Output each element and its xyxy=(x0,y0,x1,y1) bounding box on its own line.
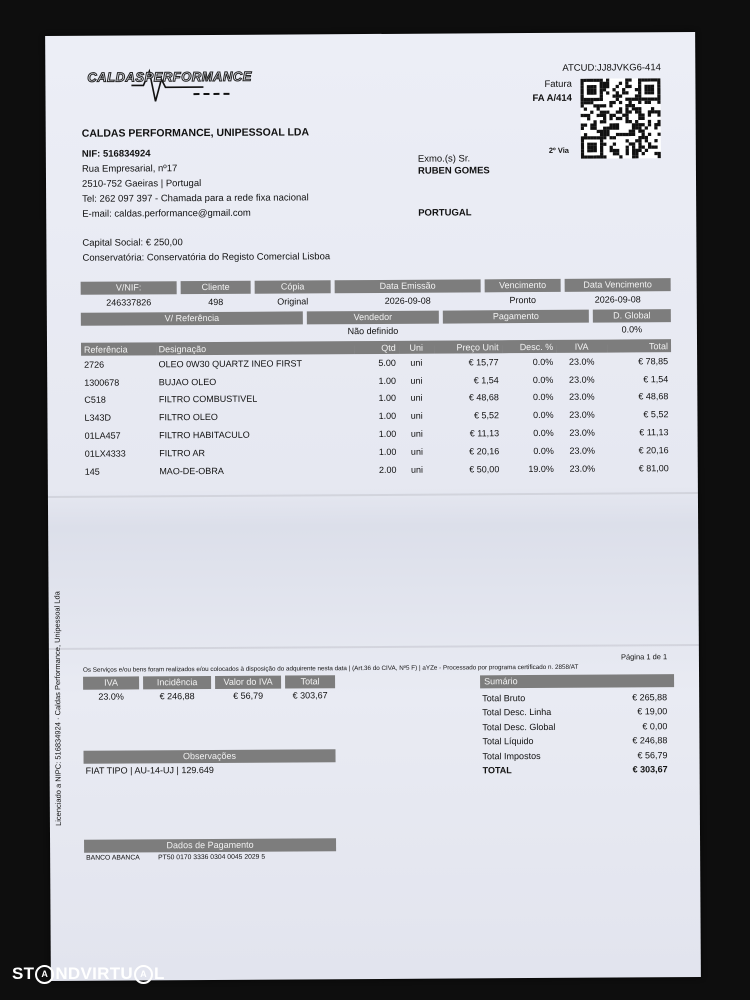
cell-preco-unit: € 11,13 xyxy=(469,428,500,439)
cell-referencia: 01LX4333 xyxy=(84,448,126,459)
cell-iva: 23.0% xyxy=(569,463,596,474)
cell-desc: 19.0% xyxy=(528,463,554,474)
cell-preco-unit: € 20,16 xyxy=(469,446,500,457)
cell-designacao: FILTRO COMBUSTIVEL xyxy=(158,394,258,405)
logo-text: CALDASPERFORMANCE xyxy=(87,68,252,85)
hdr-vat-incidencia: Incidência xyxy=(143,676,211,689)
items-table xyxy=(81,339,672,480)
summary-value: € 303,67 xyxy=(632,764,668,775)
hdr-copia: Cópia xyxy=(255,280,331,293)
company-email: E-mail: caldas.performance@gmail.com xyxy=(82,207,251,220)
val-vat-valor: € 56,79 xyxy=(233,690,264,701)
cell-total: € 78,85 xyxy=(638,356,669,367)
cell-uni: uni xyxy=(410,357,423,368)
summary-value: € 19,00 xyxy=(637,706,668,717)
hdr-data-emissao: Data Emissão xyxy=(335,279,481,293)
col-qtd: Qtd xyxy=(354,341,399,354)
hdr-vat-valor: Valor do IVA xyxy=(215,676,281,689)
cell-iva: 23.0% xyxy=(568,356,595,367)
summary-label: Total Bruto xyxy=(482,693,526,704)
summary-value: € 0,00 xyxy=(642,721,668,732)
cell-desc: 0.0% xyxy=(532,374,554,385)
company-nif: NIF: 516834924 xyxy=(81,148,151,160)
document-number: FA A/414 xyxy=(532,92,572,105)
hdr-vendedor: Vendedor xyxy=(307,311,439,325)
invoice-paper xyxy=(45,32,701,981)
cell-desc: 0.0% xyxy=(532,356,554,367)
cell-referencia: L343D xyxy=(84,412,112,424)
legal-notice: Os Serviços e/ou bens foram realizados e/ou colocados à disposição do adquirente nesta data | (Art.36 do CIVA, Nº5 F) | aYZe - Processado por programa certificado n. 2858/AT xyxy=(82,663,579,674)
cell-desc: 0.0% xyxy=(533,410,554,421)
company-address-line1: Rua Empresarial, nº17 xyxy=(81,163,178,175)
val-d-global: 0.0% xyxy=(621,324,643,335)
company-logo xyxy=(83,65,273,106)
customer-country: PORTUGAL xyxy=(418,207,472,219)
hdr-vat-total: Total xyxy=(285,675,335,688)
cell-preco-unit: € 50,00 xyxy=(469,463,500,475)
cell-preco-unit: € 15,77 xyxy=(468,357,499,368)
cell-qtd: 2.00 xyxy=(378,464,397,475)
cell-qtd: 1.00 xyxy=(378,428,397,440)
cell-iva: 23.0% xyxy=(569,445,596,456)
observacoes-text: FIAT TIPO | AU-14-UJ | 129.649 xyxy=(85,764,214,776)
document-type: Fatura xyxy=(544,78,572,90)
summary-label: Total Desc. Linha xyxy=(482,707,552,718)
cell-designacao: OLEO 0W30 QUARTZ INEO FIRST xyxy=(158,358,303,370)
val-vat-incidencia: € 246,88 xyxy=(159,691,195,702)
col-iva: IVA xyxy=(556,340,607,353)
cell-referencia: C518 xyxy=(84,395,106,406)
customer-name: RUBEN GOMES xyxy=(417,165,490,177)
company-phone: Tel: 262 097 397 - Chamada para a rede fixa nacional xyxy=(82,192,309,205)
cell-uni: uni xyxy=(410,446,423,457)
cell-qtd: 1.00 xyxy=(378,393,397,404)
col-uni: Uni xyxy=(399,341,434,354)
val-vendedor: Não definido xyxy=(347,325,399,337)
cell-designacao: BUJAO OLEO xyxy=(158,376,217,387)
cell-qtd: 5.00 xyxy=(378,357,396,368)
hdr-cliente: Cliente xyxy=(181,281,251,294)
company-name: CALDAS PERFORMANCE, UNIPESSOAL LDA xyxy=(81,126,310,140)
standvirtual-watermark: ST A NDVIRTU A L xyxy=(12,964,165,983)
cell-qtd: 1.00 xyxy=(378,375,396,386)
cell-desc: 0.0% xyxy=(533,427,554,439)
cell-iva: 23.0% xyxy=(569,427,595,438)
hdr-d-global: D. Global xyxy=(593,309,671,322)
bank-iban: PT50 0170 3336 0304 0045 2029 5 xyxy=(158,853,266,862)
observacoes-title: Observações xyxy=(83,749,335,764)
cell-total: € 48,68 xyxy=(638,391,669,402)
cell-uni: uni xyxy=(410,410,423,422)
col-designacao: Designação xyxy=(156,341,355,355)
summary-title: Sumário xyxy=(480,674,674,688)
val-vat-iva: 23.0% xyxy=(98,691,124,702)
cell-qtd: 1.00 xyxy=(378,446,397,457)
table-row xyxy=(82,459,672,480)
col-desc: Desc. % xyxy=(502,340,557,353)
summary-value: € 56,79 xyxy=(637,749,668,760)
company-capital: Capital Social: € 250,00 xyxy=(82,237,183,249)
summary-label: TOTAL xyxy=(482,765,512,776)
cell-iva: 23.0% xyxy=(569,392,595,403)
cell-designacao: FILTRO OLEO xyxy=(158,412,218,423)
col-referencia: Referência xyxy=(81,342,156,355)
atcud: ATCUD:JJ8JVKG6-414 xyxy=(562,62,661,74)
cell-preco-unit: € 5,52 xyxy=(473,410,500,421)
cell-iva: 23.0% xyxy=(569,409,595,421)
cell-uni: uni xyxy=(410,464,424,475)
cell-uni: uni xyxy=(410,428,423,439)
cell-total: € 11,13 xyxy=(639,427,669,438)
cell-total: € 1,54 xyxy=(643,373,669,385)
hdr-vnif: V/NIF: xyxy=(81,281,177,295)
cell-desc: 0.0% xyxy=(533,445,554,456)
company-registry: Conservatória: Conservatória do Registo Comercial Lisboa xyxy=(82,251,331,264)
summary-label: Total Desc. Global xyxy=(482,721,556,733)
cell-referencia: 2726 xyxy=(84,359,105,370)
hdr-data-vencimento: Data Vencimento xyxy=(565,278,671,292)
cell-desc: 0.0% xyxy=(532,392,554,403)
cell-preco-unit: € 1,54 xyxy=(473,374,499,386)
pagamento-title: Dados de Pagamento xyxy=(84,838,336,853)
vertical-license-text: Licenciado a NIPC: 516834924 · Caldas Performance, Unipessoal Lda xyxy=(52,591,63,826)
hdr-vencimento: Vencimento xyxy=(485,279,561,292)
cell-designacao: FILTRO HABITACULO xyxy=(159,429,250,441)
col-preco-unit: Preço Unit xyxy=(434,340,502,353)
hdr-pagamento: Pagamento xyxy=(443,310,589,324)
val-vat-total: € 303,67 xyxy=(292,690,328,701)
cell-qtd: 1.00 xyxy=(378,411,397,422)
bank-name: BANCO ABANCA xyxy=(86,854,140,862)
cell-referencia: 01LA457 xyxy=(84,430,121,441)
hdr-vat-iva: IVA xyxy=(83,676,139,689)
cell-uni: uni xyxy=(410,393,423,404)
val-copia: Original xyxy=(277,296,309,307)
company-address-line2: 2510-752 Gaeiras | Portugal xyxy=(81,178,202,190)
hdr-v-referencia: V/ Referência xyxy=(81,311,303,325)
cell-designacao: MAO-DE-OBRA xyxy=(159,465,224,476)
cell-total: € 5,52 xyxy=(643,409,669,420)
cell-designacao: FILTRO AR xyxy=(159,447,206,459)
val-vencimento: Pronto xyxy=(509,295,537,306)
summary-value: € 265,88 xyxy=(632,692,668,703)
col-total: Total xyxy=(607,339,671,352)
summary-label: Total Líquido xyxy=(482,736,534,747)
val-vnif: 246337826 xyxy=(106,297,152,308)
page-number: Página 1 de 1 xyxy=(620,652,668,662)
val-cliente: 498 xyxy=(208,296,224,308)
val-data-emissao: 2026-09-08 xyxy=(384,295,431,306)
cell-total: € 81,00 xyxy=(638,462,669,474)
customer-salutation: Exmo.(s) Sr. xyxy=(417,153,471,165)
cell-referencia: 145 xyxy=(84,466,100,477)
summary-value: € 246,88 xyxy=(632,735,668,746)
summary-label: Total Impostos xyxy=(482,750,541,761)
cell-referencia: 1300678 xyxy=(84,377,120,388)
copy-label: 2º Via xyxy=(548,145,569,155)
cell-uni: uni xyxy=(410,375,423,386)
cell-preco-unit: € 48,68 xyxy=(468,392,499,403)
qr-code xyxy=(580,78,660,158)
val-data-vencimento: 2026-09-08 xyxy=(594,294,641,305)
cell-total: € 20,16 xyxy=(638,445,669,456)
cell-iva: 23.0% xyxy=(569,374,595,385)
